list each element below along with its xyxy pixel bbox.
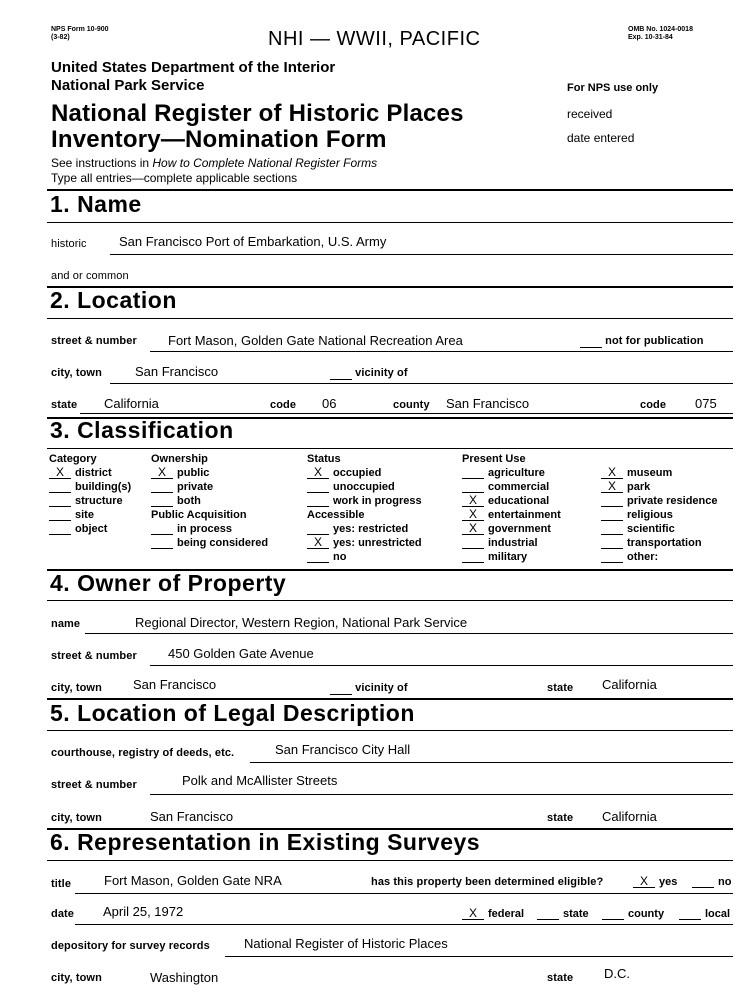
owner-name-line: [85, 633, 733, 634]
city-line: [110, 383, 733, 384]
present-use-heading: Present Use: [462, 453, 526, 465]
public-acquisition-heading: Public Acquisition: [151, 509, 247, 521]
accessible-heading: Accessible: [307, 509, 365, 521]
not-for-publication: not for publication: [580, 335, 704, 348]
section-1-heading: 1. Name: [50, 191, 142, 217]
section-4-heading: 4. Owner of Property: [50, 570, 287, 596]
nps-use-only: For NPS use only: [567, 82, 659, 94]
state-code-value: 06: [322, 396, 337, 411]
use-religious[interactable]: religious: [601, 509, 673, 521]
use-park[interactable]: X park: [601, 481, 650, 493]
city-town-value: San Francisco: [135, 364, 219, 379]
survey-county[interactable]: county: [602, 908, 664, 920]
legal-city-value: San Francisco: [150, 809, 234, 824]
ownership-both[interactable]: both: [151, 495, 201, 507]
eligible-yes[interactable]: X yes: [633, 876, 677, 888]
historic-line: [110, 254, 733, 255]
legal-street-line: [150, 794, 733, 795]
state-code-label: code: [270, 399, 297, 411]
ownership-heading: Ownership: [151, 453, 208, 465]
handwritten-title: NHI — WWII, PACIFIC: [268, 28, 481, 50]
omb-number: OMB No. 1024-0018: [628, 26, 693, 33]
category-site[interactable]: site: [49, 509, 94, 521]
city-town-label: city, town: [51, 367, 102, 379]
use-commercial[interactable]: commercial: [462, 481, 549, 493]
accessible-restricted[interactable]: yes: restricted: [307, 523, 408, 535]
form-title-line2: Inventory—Nomination Form: [51, 126, 387, 153]
acquisition-being-considered[interactable]: being considered: [151, 537, 268, 549]
owner-state-value: California: [602, 677, 657, 692]
use-other[interactable]: other:: [601, 551, 658, 563]
owner-city-value: San Francisco: [133, 677, 217, 692]
county-code-label: code: [640, 399, 667, 411]
use-military[interactable]: military: [462, 551, 527, 563]
section-1-rule: [47, 189, 733, 191]
street-number-label: street & number: [51, 335, 137, 347]
historic-label: historic: [51, 238, 87, 250]
section-1-underline: [47, 222, 733, 223]
survey-title-label: title: [51, 878, 72, 890]
owner-street-value: 450 Golden Gate Avenue: [168, 646, 314, 661]
section-5-heading: 5. Location of Legal Description: [50, 700, 415, 726]
depository-label: depository for survey records: [51, 940, 210, 952]
survey-state[interactable]: state: [537, 908, 589, 920]
owner-name-value: Regional Director, Western Region, National Park Service: [135, 615, 468, 630]
survey-date-value: April 25, 1972: [103, 904, 184, 919]
agency-name: National Park Service: [51, 77, 205, 94]
eligibility-question: has this property been determined eligible?: [371, 876, 604, 888]
state-value: California: [104, 396, 159, 411]
depository-city-label: city, town: [51, 972, 102, 984]
use-transportation[interactable]: transportation: [601, 537, 702, 549]
courthouse-label: courthouse, registry of deeds, etc.: [51, 747, 235, 759]
ownership-public[interactable]: X public: [151, 467, 209, 479]
section-5-underline: [47, 730, 733, 731]
use-scientific[interactable]: scientific: [601, 523, 675, 535]
owner-city-label: city, town: [51, 682, 102, 694]
owner-name-label: name: [51, 618, 81, 630]
acquisition-in-process[interactable]: in process: [151, 523, 232, 535]
department-name: United States Department of the Interior: [51, 59, 336, 76]
use-agriculture[interactable]: agriculture: [462, 467, 545, 479]
legal-street-value: Polk and McAllister Streets: [182, 773, 338, 788]
use-private-residence[interactable]: private residence: [601, 495, 718, 507]
depository-city-value: Washington: [150, 970, 219, 985]
category-object[interactable]: object: [49, 523, 107, 535]
survey-federal[interactable]: X federal: [462, 908, 524, 920]
section-2-heading: 2. Location: [50, 287, 177, 313]
courthouse-value: San Francisco City Hall: [275, 742, 411, 757]
survey-date-line: [75, 924, 733, 925]
form-number: NPS Form 10-900: [51, 26, 109, 33]
county-label: county: [393, 399, 430, 411]
use-industrial[interactable]: industrial: [462, 537, 538, 549]
accessible-no[interactable]: no: [307, 551, 346, 563]
received-label: received: [567, 107, 613, 121]
owner-vicinity-of: vicinity of: [330, 682, 408, 695]
survey-date-label: date: [51, 908, 75, 920]
state-label: state: [51, 399, 78, 411]
use-educational[interactable]: X educational: [462, 495, 549, 507]
form-revision: (3-82): [51, 34, 70, 41]
survey-title-line: [75, 893, 733, 894]
ownership-private[interactable]: private: [151, 481, 213, 493]
county-code-value: 075: [695, 396, 717, 411]
instructions-line2: Type all entries—complete applicable sections: [51, 171, 298, 185]
historic-name: San Francisco Port of Embarkation, U.S. Army: [119, 234, 387, 249]
status-heading: Status: [307, 453, 341, 465]
depository-state-label: state: [547, 972, 574, 984]
courthouse-line: [250, 762, 733, 763]
use-government[interactable]: X government: [462, 523, 551, 535]
form-title-line1: National Register of Historic Places: [51, 100, 464, 127]
legal-state-label: state: [547, 812, 574, 824]
section-6-heading: 6. Representation in Existing Surveys: [50, 829, 481, 855]
legal-street-label: street & number: [51, 779, 137, 791]
expiration-date: Exp. 10-31-84: [628, 34, 673, 41]
section-3-heading: 3. Classification: [50, 417, 234, 443]
category-buildings[interactable]: building(s): [49, 481, 131, 493]
street-number-value: Fort Mason, Golden Gate National Recreation Area: [168, 333, 463, 348]
status-unoccupied[interactable]: unoccupied: [307, 481, 395, 493]
street-line: [150, 351, 733, 352]
state-line: [80, 413, 733, 414]
section-2-underline: [47, 318, 733, 319]
vicinity-of: vicinity of: [330, 367, 408, 380]
owner-street-line: [150, 665, 733, 666]
status-work-in-progress[interactable]: work in progress: [307, 495, 422, 507]
owner-state-label: state: [547, 682, 574, 694]
eligible-no[interactable]: no: [692, 876, 731, 888]
category-structure[interactable]: structure: [49, 495, 123, 507]
section-4-underline: [47, 600, 733, 601]
use-entertainment[interactable]: X entertainment: [462, 509, 561, 521]
county-value: San Francisco: [446, 396, 530, 411]
status-occupied[interactable]: X occupied: [307, 467, 381, 479]
instructions-line1: See instructions in How to Complete National Register Forms: [51, 156, 378, 170]
section-6-underline: [47, 860, 733, 861]
survey-title-value: Fort Mason, Golden Gate NRA: [104, 873, 282, 888]
category-heading: Category: [49, 453, 97, 465]
depository-state-value: D.C.: [604, 966, 630, 981]
depository-line: [225, 956, 733, 957]
owner-street-label: street & number: [51, 650, 137, 662]
category-district[interactable]: X district: [49, 467, 112, 479]
date-entered-label: date entered: [567, 131, 635, 145]
section-3-underline: [47, 448, 733, 449]
legal-city-label: city, town: [51, 812, 102, 824]
accessible-unrestricted[interactable]: X yes: unrestricted: [307, 537, 422, 549]
survey-local[interactable]: local: [679, 908, 730, 920]
use-museum[interactable]: X museum: [601, 467, 672, 479]
common-name-label: and or common: [51, 270, 129, 282]
legal-state-value: California: [602, 809, 657, 824]
depository-value: National Register of Historic Places: [244, 936, 448, 951]
